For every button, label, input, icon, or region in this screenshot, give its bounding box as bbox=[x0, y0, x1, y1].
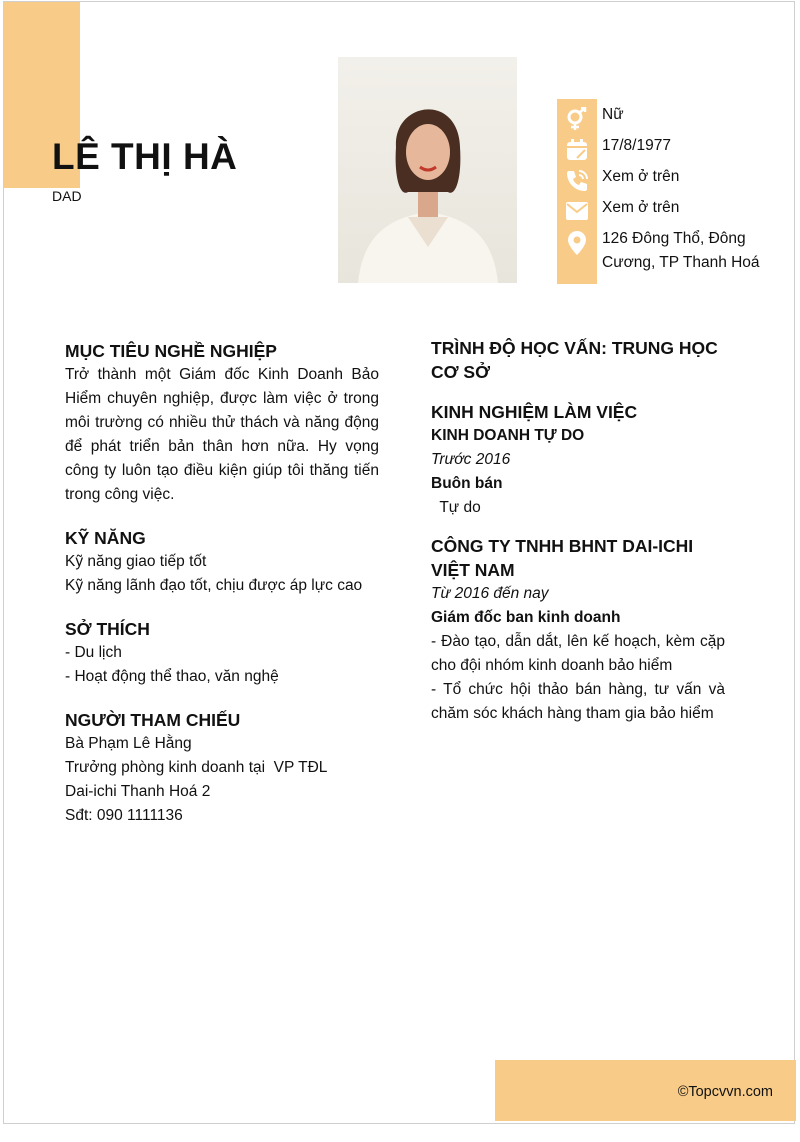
job-period: Từ 2016 đến nay bbox=[431, 585, 549, 602]
candidate-name: LÊ THỊ HÀ bbox=[52, 136, 238, 177]
job-role: Buôn bán bbox=[431, 475, 503, 492]
contact-gender: Nữ bbox=[557, 103, 772, 131]
mail-icon bbox=[557, 196, 597, 222]
left-column bbox=[65, 339, 379, 828]
job-role: Giám đốc ban kinh doanh bbox=[431, 609, 621, 626]
reference-line: Dai-ichi Thanh Hoá 2 bbox=[65, 783, 211, 800]
reference-line: Sđt: 090 1111136 bbox=[65, 807, 183, 824]
job-detail: - Tổ chức hội thảo bán hàng, tư vấn và chăm sóc khách hàng tham gia bảo hiểm bbox=[431, 681, 725, 722]
list-item: - Hoạt động thể thao, văn nghệ bbox=[65, 668, 279, 685]
objective-section bbox=[65, 339, 379, 507]
objective-text: Trở thành một Giám đốc Kinh Doanh Bảo Hiểm chuyên nghiệp, được làm việc ở trong môi trường có nhiều thử thách và năng động để phát triển bản thân hơn nữa. Hy vọng công ty luôn tạo điều kiện giúp tôi thăng tiến trong công việc. bbox=[65, 366, 379, 503]
location-icon bbox=[557, 227, 597, 255]
section-heading: MỤC TIÊU NGHỀ NGHIỆP bbox=[65, 341, 277, 361]
list-item: - Du lịch bbox=[65, 644, 122, 661]
job-period: Trước 2016 bbox=[431, 451, 511, 468]
job-entry bbox=[431, 424, 725, 520]
profile-photo bbox=[338, 57, 517, 283]
footer-copyright: ©Topcvvn.com bbox=[677, 1084, 773, 1100]
job-detail: - Đào tạo, dẫn dắt, lên kế hoạch, kèm cặp cho đội nhóm kinh doanh bảo hiểm bbox=[431, 633, 725, 674]
job-company: CÔNG TY TNHH BHNT DAI-ICHI VIỆT NAM bbox=[431, 536, 694, 580]
right-column bbox=[431, 336, 725, 726]
education-heading: TRÌNH ĐỘ HỌC VẤN: TRUNG HỌC CƠ SỞ bbox=[431, 338, 718, 382]
job-detail: Tự do bbox=[431, 499, 481, 516]
list-item: Kỹ năng lãnh đạo tốt, chịu được áp lực cao bbox=[65, 577, 363, 594]
calendar-icon bbox=[557, 134, 597, 162]
section-heading: NGƯỜI THAM CHIẾU bbox=[65, 710, 241, 730]
section-heading: KỸ NĂNG bbox=[65, 528, 146, 548]
job-company: KINH DOANH TỰ DO bbox=[431, 427, 585, 444]
gender-icon bbox=[557, 103, 597, 131]
reference-line: Bà Phạm Lê Hằng bbox=[65, 735, 192, 752]
list-item: Kỹ năng giao tiếp tốt bbox=[65, 553, 207, 570]
skills-section bbox=[65, 526, 379, 598]
references-section bbox=[65, 708, 379, 828]
contact-address: 126 Đông Thổ, Đông Cương, TP Thanh Hoá bbox=[557, 227, 772, 275]
hobbies-section bbox=[65, 617, 379, 689]
experience-heading: KINH NGHIỆM LÀM VIỆC bbox=[431, 402, 638, 422]
candidate-position: DAD bbox=[52, 188, 82, 204]
footer-block bbox=[495, 1060, 796, 1121]
reference-line: Trưởng phòng kinh doanh tại VP TĐL bbox=[65, 759, 328, 776]
phone-icon bbox=[557, 165, 597, 193]
job-entry bbox=[431, 534, 725, 726]
contact-email: Xem ở trên bbox=[557, 196, 772, 222]
contact-phone: Xem ở trên bbox=[557, 165, 772, 193]
contact-birthday: 17/8/1977 bbox=[557, 134, 772, 162]
section-heading: SỞ THÍCH bbox=[65, 619, 150, 639]
